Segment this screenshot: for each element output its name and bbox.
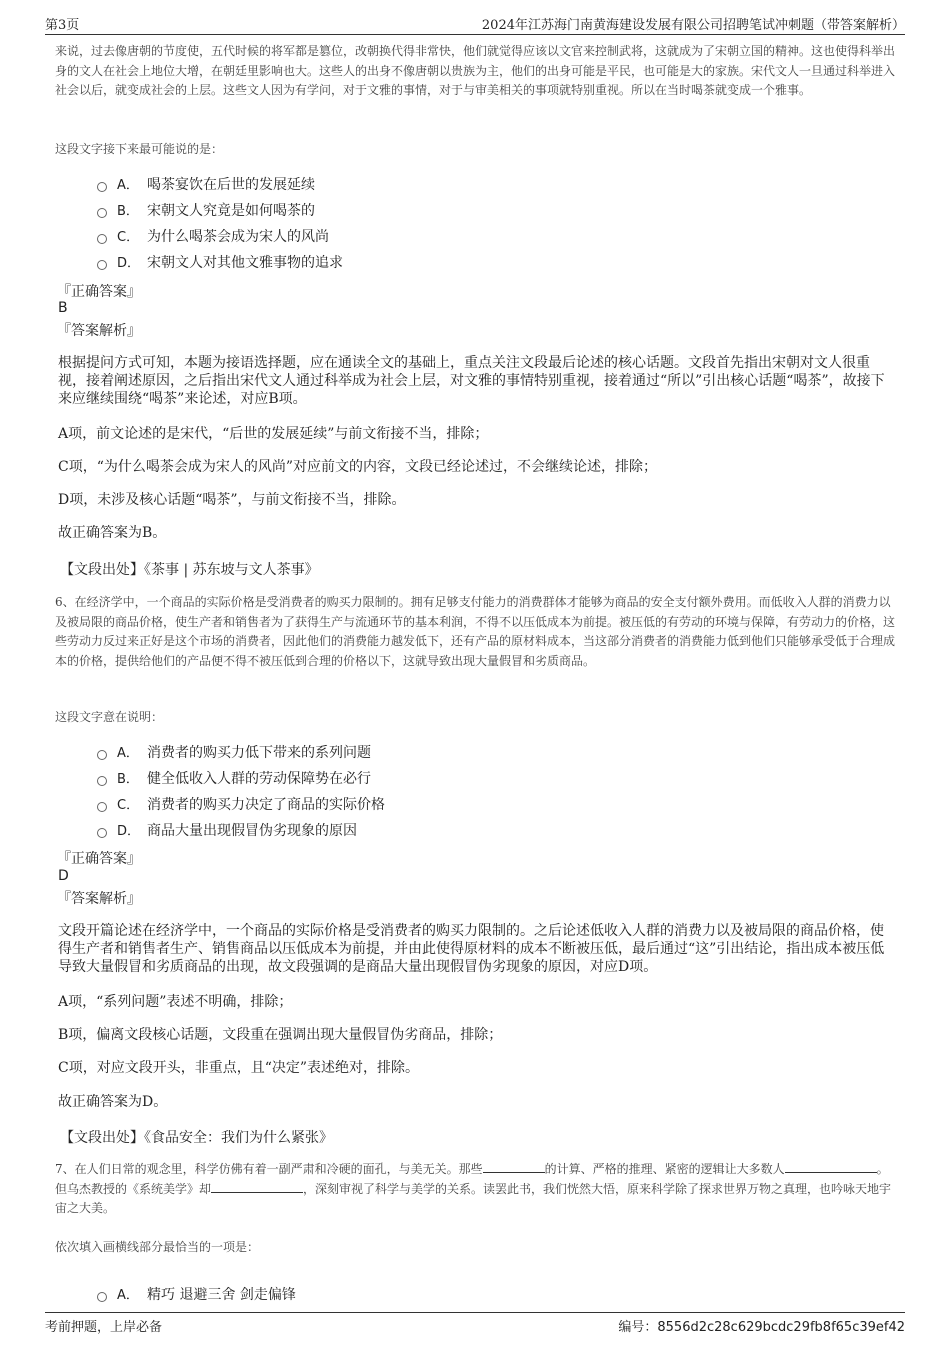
q7-question: 依次填入画横线部分最恰当的一项是： — [55, 1240, 260, 1254]
q5-note-c: C项，“为什么喝茶会成为宋人的风尚”对应前文的内容，文段已经论述过，不会继续论述，排除； — [58, 459, 658, 475]
q6-option-c[interactable]: C． 消费者的购买力决定了商品的实际价格 — [97, 794, 385, 814]
q6-answer-label: 『正确答案』 — [57, 851, 141, 867]
q5-conclusion: 故正确答案为B。 — [58, 525, 167, 541]
radio-icon[interactable] — [97, 828, 107, 838]
page-number: 第3页 — [45, 18, 80, 33]
footer-slogan: 考前押题，上岸必备 — [45, 1320, 163, 1335]
q6-analysis-label: 『答案解析』 — [57, 891, 141, 907]
q5-answer: B — [58, 300, 68, 316]
q5-option-d[interactable]: D． 宋朝文人对其他文雅事物的追求 — [97, 252, 343, 272]
radio-icon[interactable] — [97, 260, 107, 270]
radio-icon[interactable] — [97, 750, 107, 760]
radio-icon[interactable] — [97, 1292, 107, 1302]
fill-blank[interactable] — [211, 1180, 303, 1193]
q6-note-c: C项，对应文段开头，非重点，且“决定”表述绝对，排除。 — [58, 1060, 420, 1076]
q6-answer: D — [58, 868, 69, 884]
q5-analysis: 根据提问方式可知，本题为接语选择题，应在通读全文的基础上，重点关注文段最后论述的核心话题。文段首先指出宋朝对文人很重视，接着阐述原因，之后指出宋代文人通过科举成为社会上层，对文雅的事情特别重视，接着通过“所以”引出核心话题“喝茶”，故接下来应继续围绕“喝茶”来论述，对应B项。 — [58, 355, 885, 407]
q6-option-a[interactable]: A． 消费者的购买力低下带来的系列问题 — [97, 742, 371, 762]
q5-source: 【文段出处】《茶事 | 苏东坡与文人茶事》 — [60, 562, 319, 578]
q6-option-d[interactable]: D． 商品大量出现假冒伪劣现象的原因 — [97, 820, 357, 840]
q5-option-b[interactable]: B． 宋朝文人究竟是如何喝茶的 — [97, 200, 315, 220]
q5-note-d: D项，未涉及核心话题“喝茶”，与前文衔接不当，排除。 — [58, 492, 406, 508]
page-header — [45, 10, 905, 35]
fill-blank[interactable] — [483, 1160, 545, 1173]
q6-source: 【文段出处】《食品安全：我们为什么紧张》 — [60, 1130, 333, 1146]
q5-option-a[interactable]: A． 喝茶宴饮在后世的发展延续 — [97, 174, 315, 194]
fill-blank[interactable] — [785, 1160, 877, 1173]
q7-option-a[interactable]: A． 精巧 退避三舍 剑走偏锋 — [97, 1284, 296, 1304]
q5-question: 这段文字接下来最可能说的是： — [55, 142, 224, 156]
q5-option-c[interactable]: C． 为什么喝茶会成为宋人的风尚 — [97, 226, 329, 246]
radio-icon[interactable] — [97, 208, 107, 218]
q5-answer-label: 『正确答案』 — [57, 284, 141, 300]
radio-icon[interactable] — [97, 234, 107, 244]
radio-icon[interactable] — [97, 802, 107, 812]
q6-option-b[interactable]: B． 健全低收入人群的劳动保障势在必行 — [97, 768, 371, 788]
page-footer — [45, 1312, 905, 1335]
q5-passage: 来说，过去像唐朝的节度使，五代时候的将军都是篡位，改朝换代得非常快，他们就觉得应该以文官来控制武将，这就成为了宋朝立国的精神。这也使得科举出身的文人在社会上地位大增，在朝廷里影响也大。这些人的出身不像唐朝以贵族为主，他们的出身可能是平民，也可能是大的家族。宋代文人一旦通过科举进入社会以后，就变成社会的上层。这些文人因为有学问，对于文雅的事情，对于与审美相关的事项就特别重视。所以在当时喝茶就变成一个雅事。 — [55, 44, 896, 97]
q5-note-a: A项，前文论述的是宋代，“后世的发展延续”与前文衔接不当，排除； — [58, 426, 489, 442]
radio-icon[interactable] — [97, 776, 107, 786]
q7-passage: 7、在人们日常的观念里，科学仿佛有着一副严肃和冷硬的面孔，与美无关。那些 的计算、严格的推理、紧密的逻辑让大多数人 。但乌杰教授的《系统美学》却 ，深刻审视了科学与美学的关系。读罢此书，我们恍然大悟，原来科学除了探求世界万物之真理，也吟咏天地宇宙之大美。 — [55, 1162, 892, 1215]
q6-note-a: A项，“系列问题”表述不明确，排除； — [58, 994, 293, 1010]
document-id: 编号：8556d2c28c629bcdc29fb8f65c39ef42 — [618, 1320, 905, 1335]
q6-passage: 6、在经济学中，一个商品的实际价格是受消费者的购买力限制的。拥有足够支付能力的消费群体才能够为商品的安全支付额外费用。而低收入人群的消费力以及被局限的商品价格，使生产者和销售者为了获得生产与流通环节的基本利润，不得不以压低成本为前提。被压低的有劳动的环境与保障，有劳动力的价格，这些劳动力反过来正好是这个市场的消费者，因此他们的消费能力越发低下，还有产品的原材料成本，当这部分消费者的消费能力低到他们只能够承受低于合理成本的价格，提供给他们的产品便不得不被压低到合理的价格以下，这就导致出现大量假冒和劣质商品。 — [55, 595, 896, 668]
q6-question: 这段文字意在说明： — [55, 710, 164, 724]
q6-note-b: B项，偏离文段核心话题，文段重在强调出现大量假冒伪劣商品，排除； — [58, 1027, 503, 1043]
radio-icon[interactable] — [97, 182, 107, 192]
q5-analysis-label: 『答案解析』 — [57, 323, 141, 339]
q6-analysis: 文段开篇论述在经济学中，一个商品的实际价格是受消费者的购买力限制的。之后论述低收入人群的消费力以及被局限的商品价格，使得生产者和销售者生产、销售商品以压低成本为前提，并由此使得原材料的成本不断被压低，最后通过“这”引出结论，指出成本被压低导致大量假冒和劣质商品的出现，故文段强调的是商品大量出现假冒伪劣现象的原因，对应D项。 — [58, 923, 885, 975]
q6-conclusion: 故正确答案为D。 — [58, 1094, 168, 1110]
document-title: 2024年江苏海门南黄海建设发展有限公司招聘笔试冲刺题（带答案解析） — [481, 18, 905, 33]
